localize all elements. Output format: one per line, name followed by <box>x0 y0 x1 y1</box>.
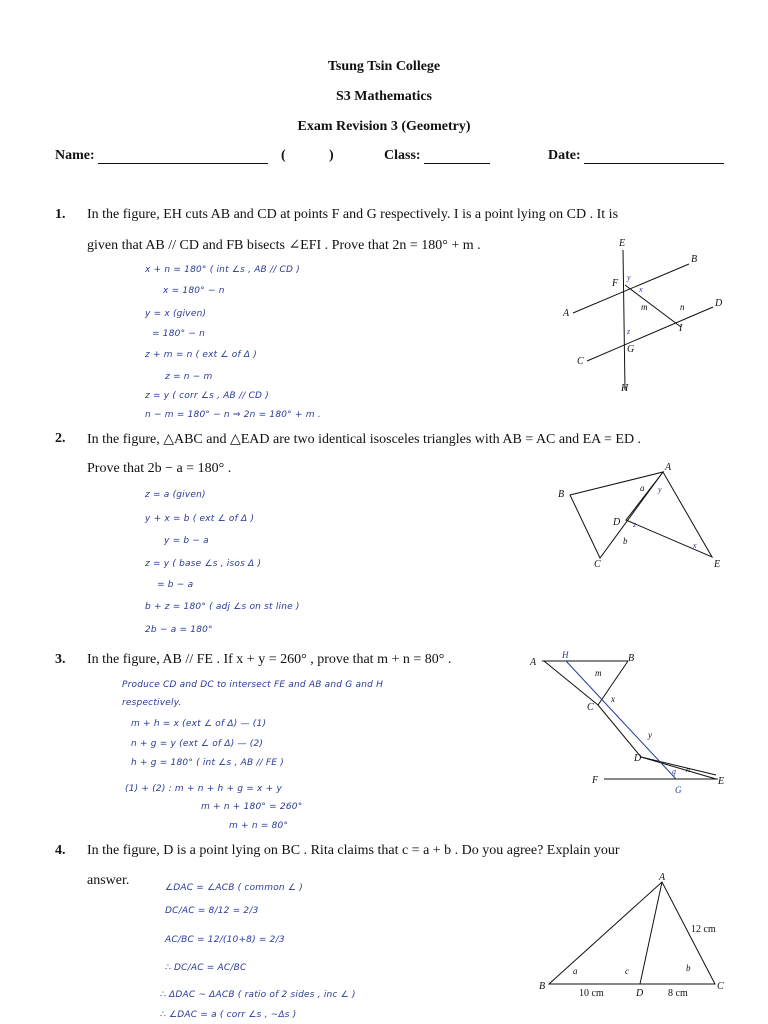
q4-working-3: AC/BC = 12/(10+8) = 2/3 <box>165 935 285 945</box>
q3-label-m: m <box>595 668 602 678</box>
q4-working-2: DC/AC = 8/12 = 2/3 <box>165 906 259 916</box>
q4-label-c: c <box>625 966 629 976</box>
q1-label-C: C <box>577 356 584 367</box>
q4-line-AD <box>640 882 662 984</box>
q3-label-G: G <box>675 785 682 795</box>
question-2-line-1: In the figure, △ABC and △EAD are two identical isosceles triangles with AB = AC and EA = ED . <box>87 432 642 447</box>
q3-label-A: A <box>530 657 537 668</box>
q1-line-CD <box>587 307 713 361</box>
q3-construction-line <box>566 661 676 779</box>
q3-label-F: F <box>592 775 599 786</box>
q3-working-5: h + g = 180° ( int ∠s , AB // FE ) <box>131 758 284 768</box>
q1-label-m: m <box>641 302 648 312</box>
q4-label-AC: 12 cm <box>691 924 716 935</box>
q1-working-5: z + m = n ( ext ∠ of Δ ) <box>145 350 258 360</box>
question-1-line-1: In the figure, EH cuts AB and CD at points F and G respectively. I is a point lying on CD . It is <box>87 207 619 222</box>
q4-working-5: ∴ ΔDAC ~ ΔACB ( ratio of 2 sides , inc ∠ ) <box>160 990 356 1000</box>
q1-label-z: z <box>627 327 631 336</box>
q4-label-DC: 8 cm <box>668 988 688 999</box>
q3-label-H: H <box>562 650 569 660</box>
question-3-line-1: In the figure, AB // FE . If x + y = 260° , prove that m + n = 80° . <box>87 652 452 667</box>
q2-label-z: z <box>633 520 637 529</box>
q2-label-B: B <box>558 489 565 500</box>
q3-label-n: n <box>686 765 690 774</box>
q2-label-E: E <box>714 559 721 570</box>
q1-label-G: G <box>627 344 635 355</box>
q1-working-3: y = x (given) <box>145 309 207 319</box>
q1-label-D: D <box>715 298 723 309</box>
class-field[interactable] <box>384 148 490 164</box>
name-label: Name: <box>55 148 95 163</box>
q1-label-E: E <box>619 238 626 249</box>
q1-label-B: B <box>691 254 698 265</box>
q2-label-D: D <box>613 517 621 528</box>
q4-working-6: ∴ ∠DAC = a ( corr ∠s , ~Δs ) <box>160 1010 297 1020</box>
q2-working-7: 2b − a = 180° <box>145 625 213 635</box>
q3-label-x: x <box>611 694 615 704</box>
q2-label-y: y <box>658 485 662 494</box>
q4-label-B: B <box>539 981 546 992</box>
q4-figure <box>535 870 735 1000</box>
name-blank[interactable] <box>98 149 268 164</box>
q1-line-FI <box>625 285 681 327</box>
q1-working-6: z = n − m <box>165 372 213 382</box>
q1-working-1: x + n = 180° ( int ∠s , AB // CD ) <box>145 265 300 275</box>
q1-working-7: z = y ( corr ∠s , AB // CD ) <box>145 391 269 401</box>
question-4-line-1: In the figure, D is a point lying on BC . Rita claims that c = a + b . Do you agree? Explain your <box>87 843 620 858</box>
q3-working-2: respectively. <box>122 698 182 708</box>
q1-figure <box>555 238 735 398</box>
q1-working-2: x = 180° − n <box>163 286 225 296</box>
q2-label-A: A <box>665 462 672 473</box>
q4-working-4: ∴ DC/AC = AC/BC <box>165 963 247 973</box>
name-field[interactable] <box>55 148 268 164</box>
q2-label-b: b <box>623 536 628 546</box>
q2-working-6: b + z = 180° ( adj ∠s on st line ) <box>145 602 300 612</box>
q1-label-A: A <box>563 308 570 319</box>
q2-label-x: x <box>693 541 697 550</box>
q3-label-y: y <box>648 730 652 740</box>
q4-label-A: A <box>659 872 666 883</box>
question-2-line-2: Prove that 2b − a = 180° . <box>87 461 232 476</box>
date-field[interactable] <box>548 148 724 164</box>
q2-working-3: y = b − a <box>164 536 209 546</box>
q3-figure <box>528 648 738 798</box>
q3-label-g: g <box>672 767 676 776</box>
date-blank[interactable] <box>584 149 724 164</box>
q1-working-8: n − m = 180° − n ⇒ 2n = 180° + m . <box>145 410 321 420</box>
school-name: Tsung Tsin College <box>327 59 441 74</box>
q2-working-5: = b − a <box>157 580 194 590</box>
q3-working-6: (1) + (2) : m + n + h + g = x + y <box>125 784 282 794</box>
paren-close: ) <box>329 148 334 163</box>
q4-label-BD: 10 cm <box>579 988 604 999</box>
q1-line-EH <box>623 250 625 390</box>
q1-working-4: = 180° − n <box>152 329 206 339</box>
q2-label-a: a <box>640 483 645 493</box>
q2-triangle-ABC <box>570 472 663 558</box>
q2-triangle-EAD <box>626 472 712 557</box>
question-4-number: 4. <box>55 843 66 858</box>
q3-line-AC <box>544 661 598 705</box>
q4-label-D: D <box>636 988 644 999</box>
q2-working-1: z = a (given) <box>145 490 206 500</box>
q4-label-C: C <box>717 981 724 992</box>
q2-figure <box>550 460 740 575</box>
q2-working-4: z = y ( base ∠s , isos Δ ) <box>145 559 262 569</box>
q3-working-4: n + g = y (ext ∠ of Δ) — (2) <box>131 739 264 749</box>
exam-title: Exam Revision 3 (Geometry) <box>297 119 471 134</box>
q3-label-E: E <box>718 776 725 787</box>
subject-title: S3 Mathematics <box>335 89 433 104</box>
q3-label-C: C <box>587 702 594 713</box>
question-2-number: 2. <box>55 431 66 446</box>
q3-working-8: m + n = 80° <box>229 821 289 831</box>
q3-line-CD <box>598 705 641 757</box>
class-label: Class: <box>384 148 421 163</box>
question-3-number: 3. <box>55 652 66 667</box>
q1-label-x: x <box>639 285 643 294</box>
q4-label-b: b <box>686 963 691 973</box>
question-1-number: 1. <box>55 207 66 222</box>
question-1-line-2: given that AB // CD and FB bisects ∠EFI . Prove that 2n = 180° + m . <box>87 238 481 253</box>
q2-label-C: C <box>594 559 601 570</box>
q1-label-n: n <box>680 302 685 312</box>
q3-label-D: D <box>634 753 642 764</box>
q3-working-1: Produce CD and DC to intersect FE and AB and G and H <box>122 680 384 690</box>
q3-line-DE-upper <box>641 757 716 775</box>
q3-line-DE <box>641 757 716 779</box>
paren-open: ( <box>281 148 286 163</box>
date-label: Date: <box>548 148 581 163</box>
q4-label-a: a <box>573 966 578 976</box>
q2-working-2: y + x = b ( ext ∠ of Δ ) <box>145 514 255 524</box>
q1-line-AB <box>573 264 689 313</box>
q1-label-H: H <box>621 383 629 394</box>
q3-working-3: m + h = x (ext ∠ of Δ) — (1) <box>131 719 267 729</box>
class-blank[interactable] <box>424 149 490 164</box>
q3-label-B: B <box>628 653 635 664</box>
q1-label-y: y <box>627 273 631 282</box>
q1-label-F: F <box>612 278 619 289</box>
q3-working-7: m + n + 180° = 260° <box>201 802 303 812</box>
q4-working-1: ∠DAC = ∠ACB ( common ∠ ) <box>165 883 303 893</box>
question-4-line-2: answer. <box>87 873 130 888</box>
q1-label-I: I <box>679 323 683 334</box>
